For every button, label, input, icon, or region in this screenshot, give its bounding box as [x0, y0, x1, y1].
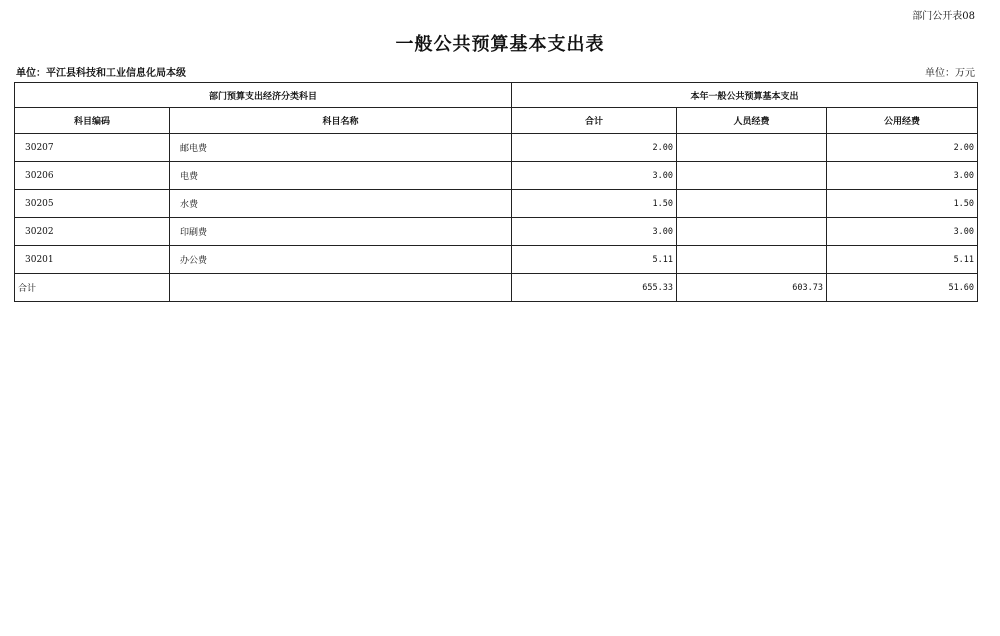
- table-group-header: [15, 83, 978, 108]
- cell-total: 2.00: [512, 134, 677, 162]
- cell-name: 电费: [170, 162, 512, 190]
- cell-summary-total: 655.33: [512, 274, 677, 302]
- cell-name: 邮电费: [170, 134, 512, 162]
- column-header-personnel: 人员经费: [677, 108, 827, 134]
- cell-code: 30202: [15, 218, 170, 246]
- table-row: [15, 162, 978, 190]
- cell-code: 30207: [15, 134, 170, 162]
- budget-table: [14, 82, 978, 302]
- cell-public: 3.00: [827, 162, 978, 190]
- cell-name: 印刷费: [170, 218, 512, 246]
- column-header-total: 合计: [512, 108, 677, 134]
- table-row: [15, 190, 978, 218]
- cell-personnel: [677, 218, 827, 246]
- column-header-code: 科目编码: [15, 108, 170, 134]
- cell-summary-label: 合计: [15, 274, 170, 302]
- cell-personnel: [677, 246, 827, 274]
- cell-summary-name: [170, 274, 512, 302]
- cell-total: 3.00: [512, 162, 677, 190]
- cell-personnel: [677, 134, 827, 162]
- cell-public: 1.50: [827, 190, 978, 218]
- unit-currency: 单位：万元: [925, 68, 975, 79]
- cell-code: 30201: [15, 246, 170, 274]
- cell-name: 水费: [170, 190, 512, 218]
- table-column-header: [15, 108, 978, 134]
- cell-public: 5.11: [827, 246, 978, 274]
- table-summary-row: [15, 274, 978, 302]
- cell-total: 1.50: [512, 190, 677, 218]
- cell-total: 3.00: [512, 218, 677, 246]
- cell-name: 办公费: [170, 246, 512, 274]
- cell-personnel: [677, 162, 827, 190]
- cell-code: 30205: [15, 190, 170, 218]
- cell-summary-public: 51.60: [827, 274, 978, 302]
- cell-personnel: [677, 190, 827, 218]
- column-header-public: 公用经费: [827, 108, 978, 134]
- table-row: [15, 134, 978, 162]
- group-header-classification: 部门预算支出经济分类科目: [15, 83, 512, 108]
- cell-code: 30206: [15, 162, 170, 190]
- cell-total: 5.11: [512, 246, 677, 274]
- cell-public: 2.00: [827, 134, 978, 162]
- group-header-expenditure: 本年一般公共预算基本支出: [512, 83, 978, 108]
- unit-organization: 单位：平江县科技和工业信息化局本级: [16, 68, 186, 79]
- table-row: [15, 246, 978, 274]
- table-tag: 部门公开表08: [912, 11, 975, 22]
- table-row: [15, 218, 978, 246]
- page-title: 一般公共预算基本支出表: [395, 34, 605, 55]
- column-header-name: 科目名称: [170, 108, 512, 134]
- cell-summary-personnel: 603.73: [677, 274, 827, 302]
- cell-public: 3.00: [827, 218, 978, 246]
